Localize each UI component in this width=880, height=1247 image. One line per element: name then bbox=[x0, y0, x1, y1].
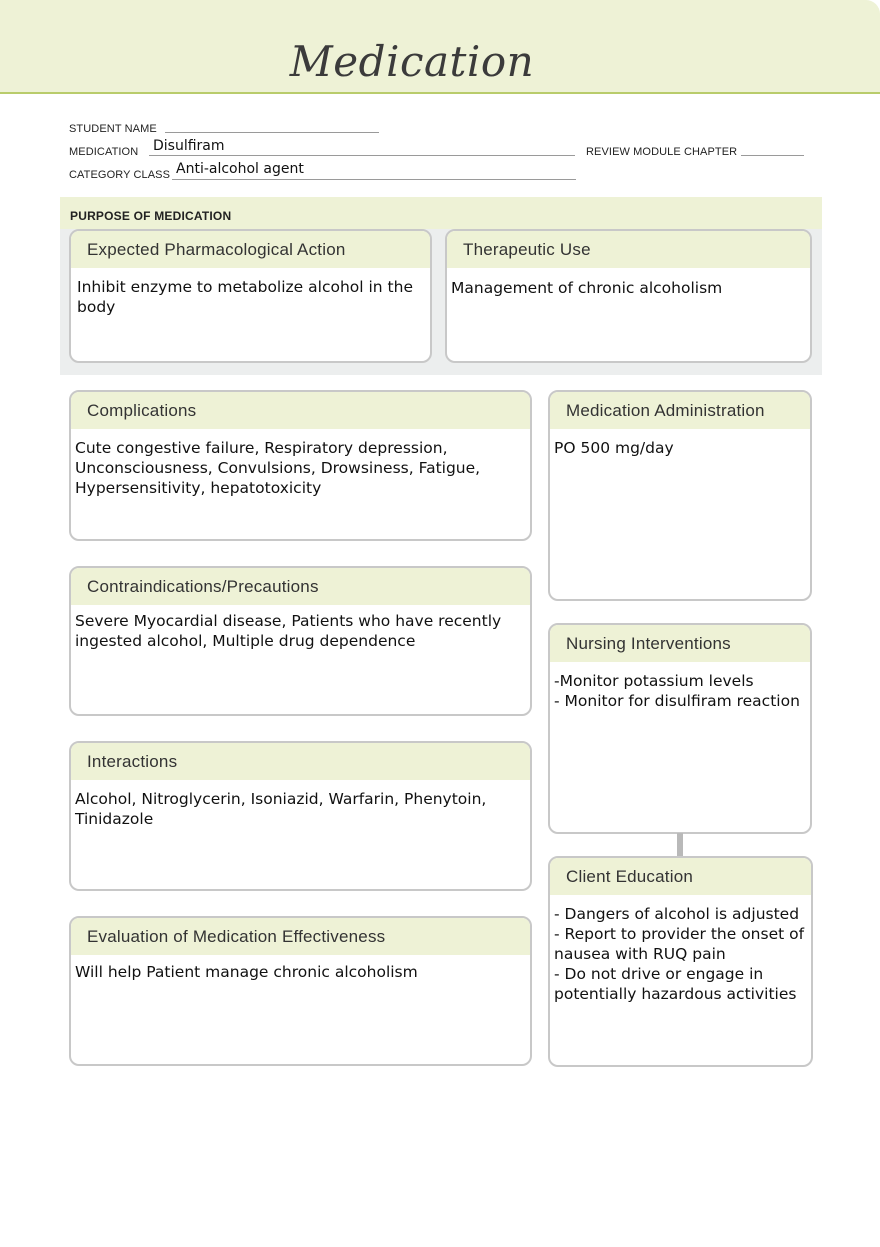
expected-action-card bbox=[69, 229, 432, 363]
nursing-interventions-text[interactable]: -Monitor potassium levels - Monitor for disulfiram reaction bbox=[554, 672, 800, 710]
therapeutic-use-card bbox=[445, 229, 812, 363]
complications-title: Complications bbox=[71, 392, 530, 429]
expected-action-title: Expected Pharmacological Action bbox=[71, 231, 430, 268]
nursing-interventions-title: Nursing Interventions bbox=[550, 625, 810, 662]
student-name-label: STUDENT NAME bbox=[69, 123, 157, 135]
contraindications-title: Contraindications/Precautions bbox=[71, 568, 530, 605]
review-module-label: REVIEW MODULE CHAPTER bbox=[586, 146, 738, 158]
administration-text[interactable]: PO 500 mg/day bbox=[554, 439, 674, 457]
complications-text[interactable]: Cute congestive failure, Respiratory depression, Unconsciousness, Convulsions, Drowsiness, Fatigue, Hypersensitivity, hepatotoxicity bbox=[75, 439, 481, 497]
category-class-value: Anti-alcohol agent bbox=[176, 161, 304, 177]
category-class-label: CATEGORY CLASS bbox=[69, 169, 171, 181]
interactions-title: Interactions bbox=[71, 743, 530, 780]
category-class-field[interactable] bbox=[172, 179, 576, 180]
nursing-interventions-card bbox=[548, 623, 812, 834]
medication-value: Disulfiram bbox=[153, 138, 225, 154]
contraindications-card bbox=[69, 566, 532, 716]
student-name-field[interactable] bbox=[165, 132, 379, 133]
evaluation-card bbox=[69, 916, 532, 1066]
administration-card bbox=[548, 390, 812, 601]
purpose-label: PURPOSE OF MEDICATION bbox=[70, 209, 232, 223]
complications-card bbox=[69, 390, 532, 541]
evaluation-text[interactable]: Will help Patient manage chronic alcoholism bbox=[75, 963, 418, 981]
review-module-field[interactable] bbox=[741, 155, 804, 156]
contraindications-text[interactable]: Severe Myocardial disease, Patients who have recently ingested alcohol, Multiple drug dependence bbox=[75, 612, 502, 650]
therapeutic-use-text[interactable]: Management of chronic alcoholism bbox=[451, 279, 723, 297]
page-header bbox=[0, 0, 880, 94]
medication-field[interactable] bbox=[149, 155, 575, 156]
interactions-card bbox=[69, 741, 532, 891]
therapeutic-use-title: Therapeutic Use bbox=[447, 231, 810, 268]
client-education-title: Client Education bbox=[550, 858, 811, 895]
client-education-text[interactable]: - Dangers of alcohol is adjusted - Report to provider the onset of nausea with RUQ pain - Do not drive or engage in potentially hazardous activities bbox=[554, 905, 805, 1003]
page-title: Medication bbox=[289, 37, 535, 86]
expected-action-text[interactable]: Inhibit enzyme to metabolize alcohol in the body bbox=[77, 278, 413, 316]
administration-title: Medication Administration bbox=[550, 392, 810, 429]
connector-line bbox=[677, 833, 683, 857]
medication-label: MEDICATION bbox=[69, 146, 139, 158]
interactions-text[interactable]: Alcohol, Nitroglycerin, Isoniazid, Warfarin, Phenytoin, Tinidazole bbox=[75, 790, 487, 828]
evaluation-title: Evaluation of Medication Effectiveness bbox=[71, 918, 530, 955]
client-education-card bbox=[548, 856, 813, 1067]
